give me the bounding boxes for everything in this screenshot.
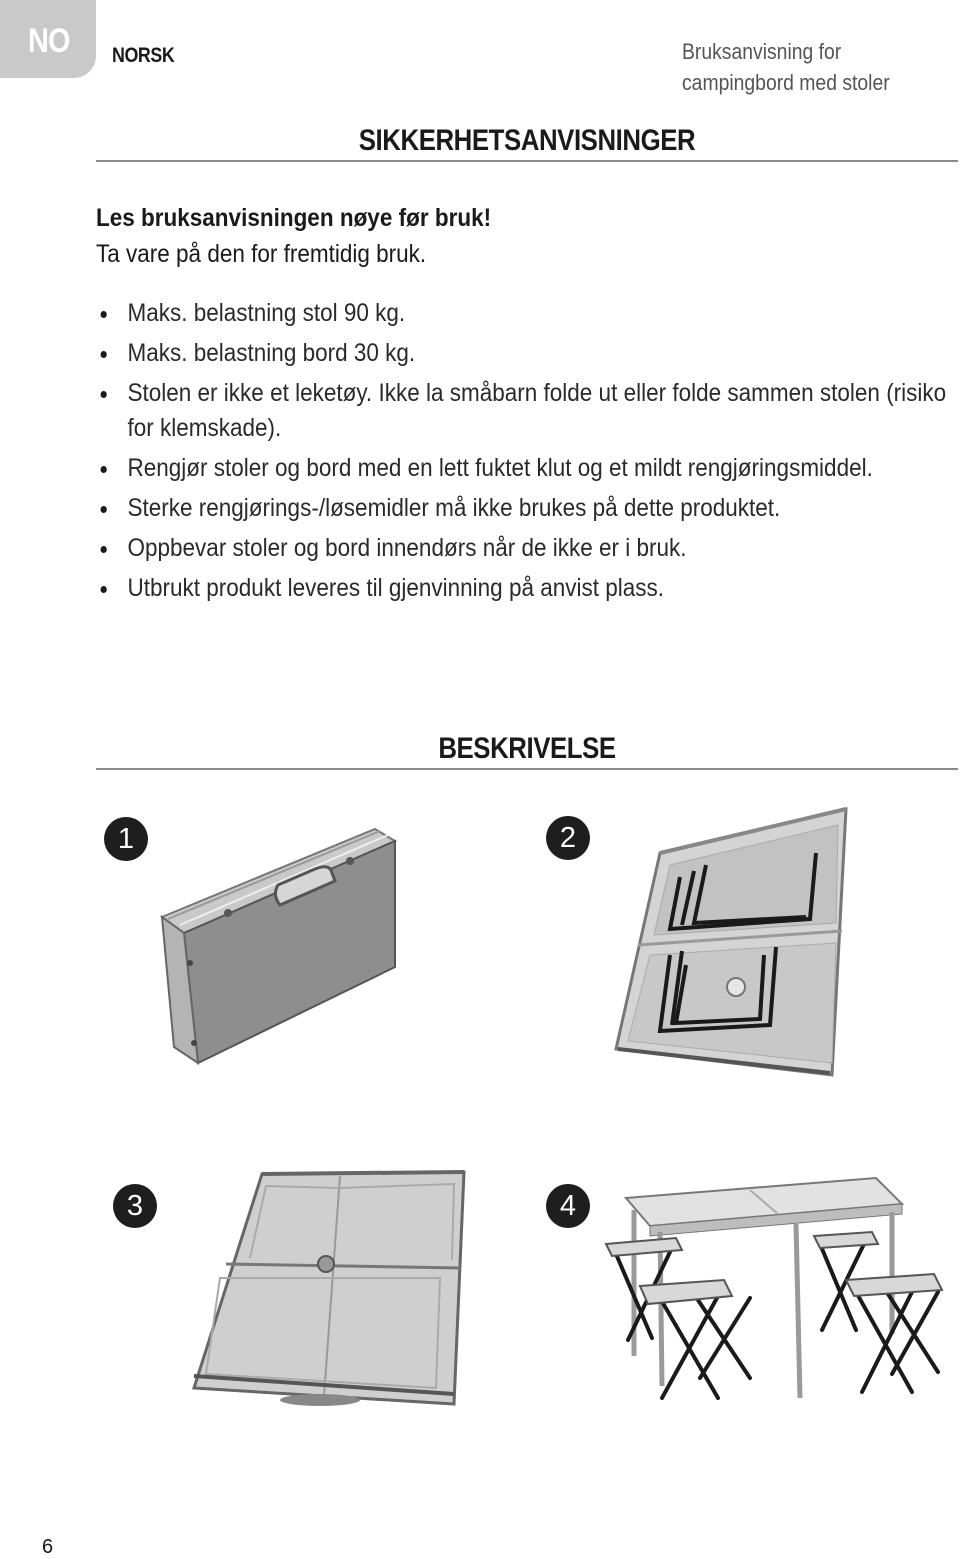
description-heading-rule: [96, 768, 958, 770]
safety-list-item: Maks. belastning bord 30 kg.: [96, 336, 951, 371]
safety-list-item: Stolen er ikke et leketøy. Ikke la småbarn folde ut eller folde sammen stolen (risiko for klemskade).: [96, 376, 951, 446]
safety-heading: SIKKERHETSANVISNINGER: [358, 124, 696, 157]
safety-intro-bold: Les bruksanvisningen nøye før bruk!: [96, 204, 492, 232]
folded-table-case-icon: [150, 815, 410, 1075]
table-with-four-stools-icon: [600, 1168, 945, 1408]
safety-intro-text: Ta vare på den for fremtidig bruk.: [96, 240, 427, 268]
safety-list: [96, 296, 951, 611]
safety-list-item: Oppbevar stoler og bord innendørs når de ikke er i bruk.: [96, 531, 951, 566]
figure-number-4: 4: [546, 1184, 590, 1228]
language-code: NO: [28, 22, 70, 60]
safety-list-item: Maks. belastning stol 90 kg.: [96, 296, 951, 331]
language-tab: [0, 0, 96, 78]
figure-number-2: 2: [546, 816, 590, 860]
figure-number-3: 3: [113, 1184, 157, 1228]
document-title: [682, 36, 920, 98]
open-case-with-stools-icon: [610, 805, 870, 1085]
description-heading: BESKRIVELSE: [438, 732, 616, 765]
table-underside-icon: [190, 1168, 470, 1413]
language-name: NORSK: [112, 44, 175, 67]
safety-heading-rule: [96, 160, 958, 162]
figure-number-1: 1: [104, 817, 148, 861]
safety-list-item: Sterke rengjørings-/løsemidler må ikke brukes på dette produktet.: [96, 491, 951, 526]
safety-list-item: Rengjør stoler og bord med en lett fuktet klut og et mildt rengjøringsmiddel.: [96, 451, 951, 486]
page-number: 6: [42, 1536, 54, 1558]
document-title-line: campingbord med stoler: [682, 70, 890, 95]
safety-intro: [96, 200, 491, 272]
safety-list-item: Utbrukt produkt leveres til gjenvinning på anvist plass.: [96, 571, 951, 606]
document-title-line: Bruksanvisning for: [682, 39, 842, 64]
